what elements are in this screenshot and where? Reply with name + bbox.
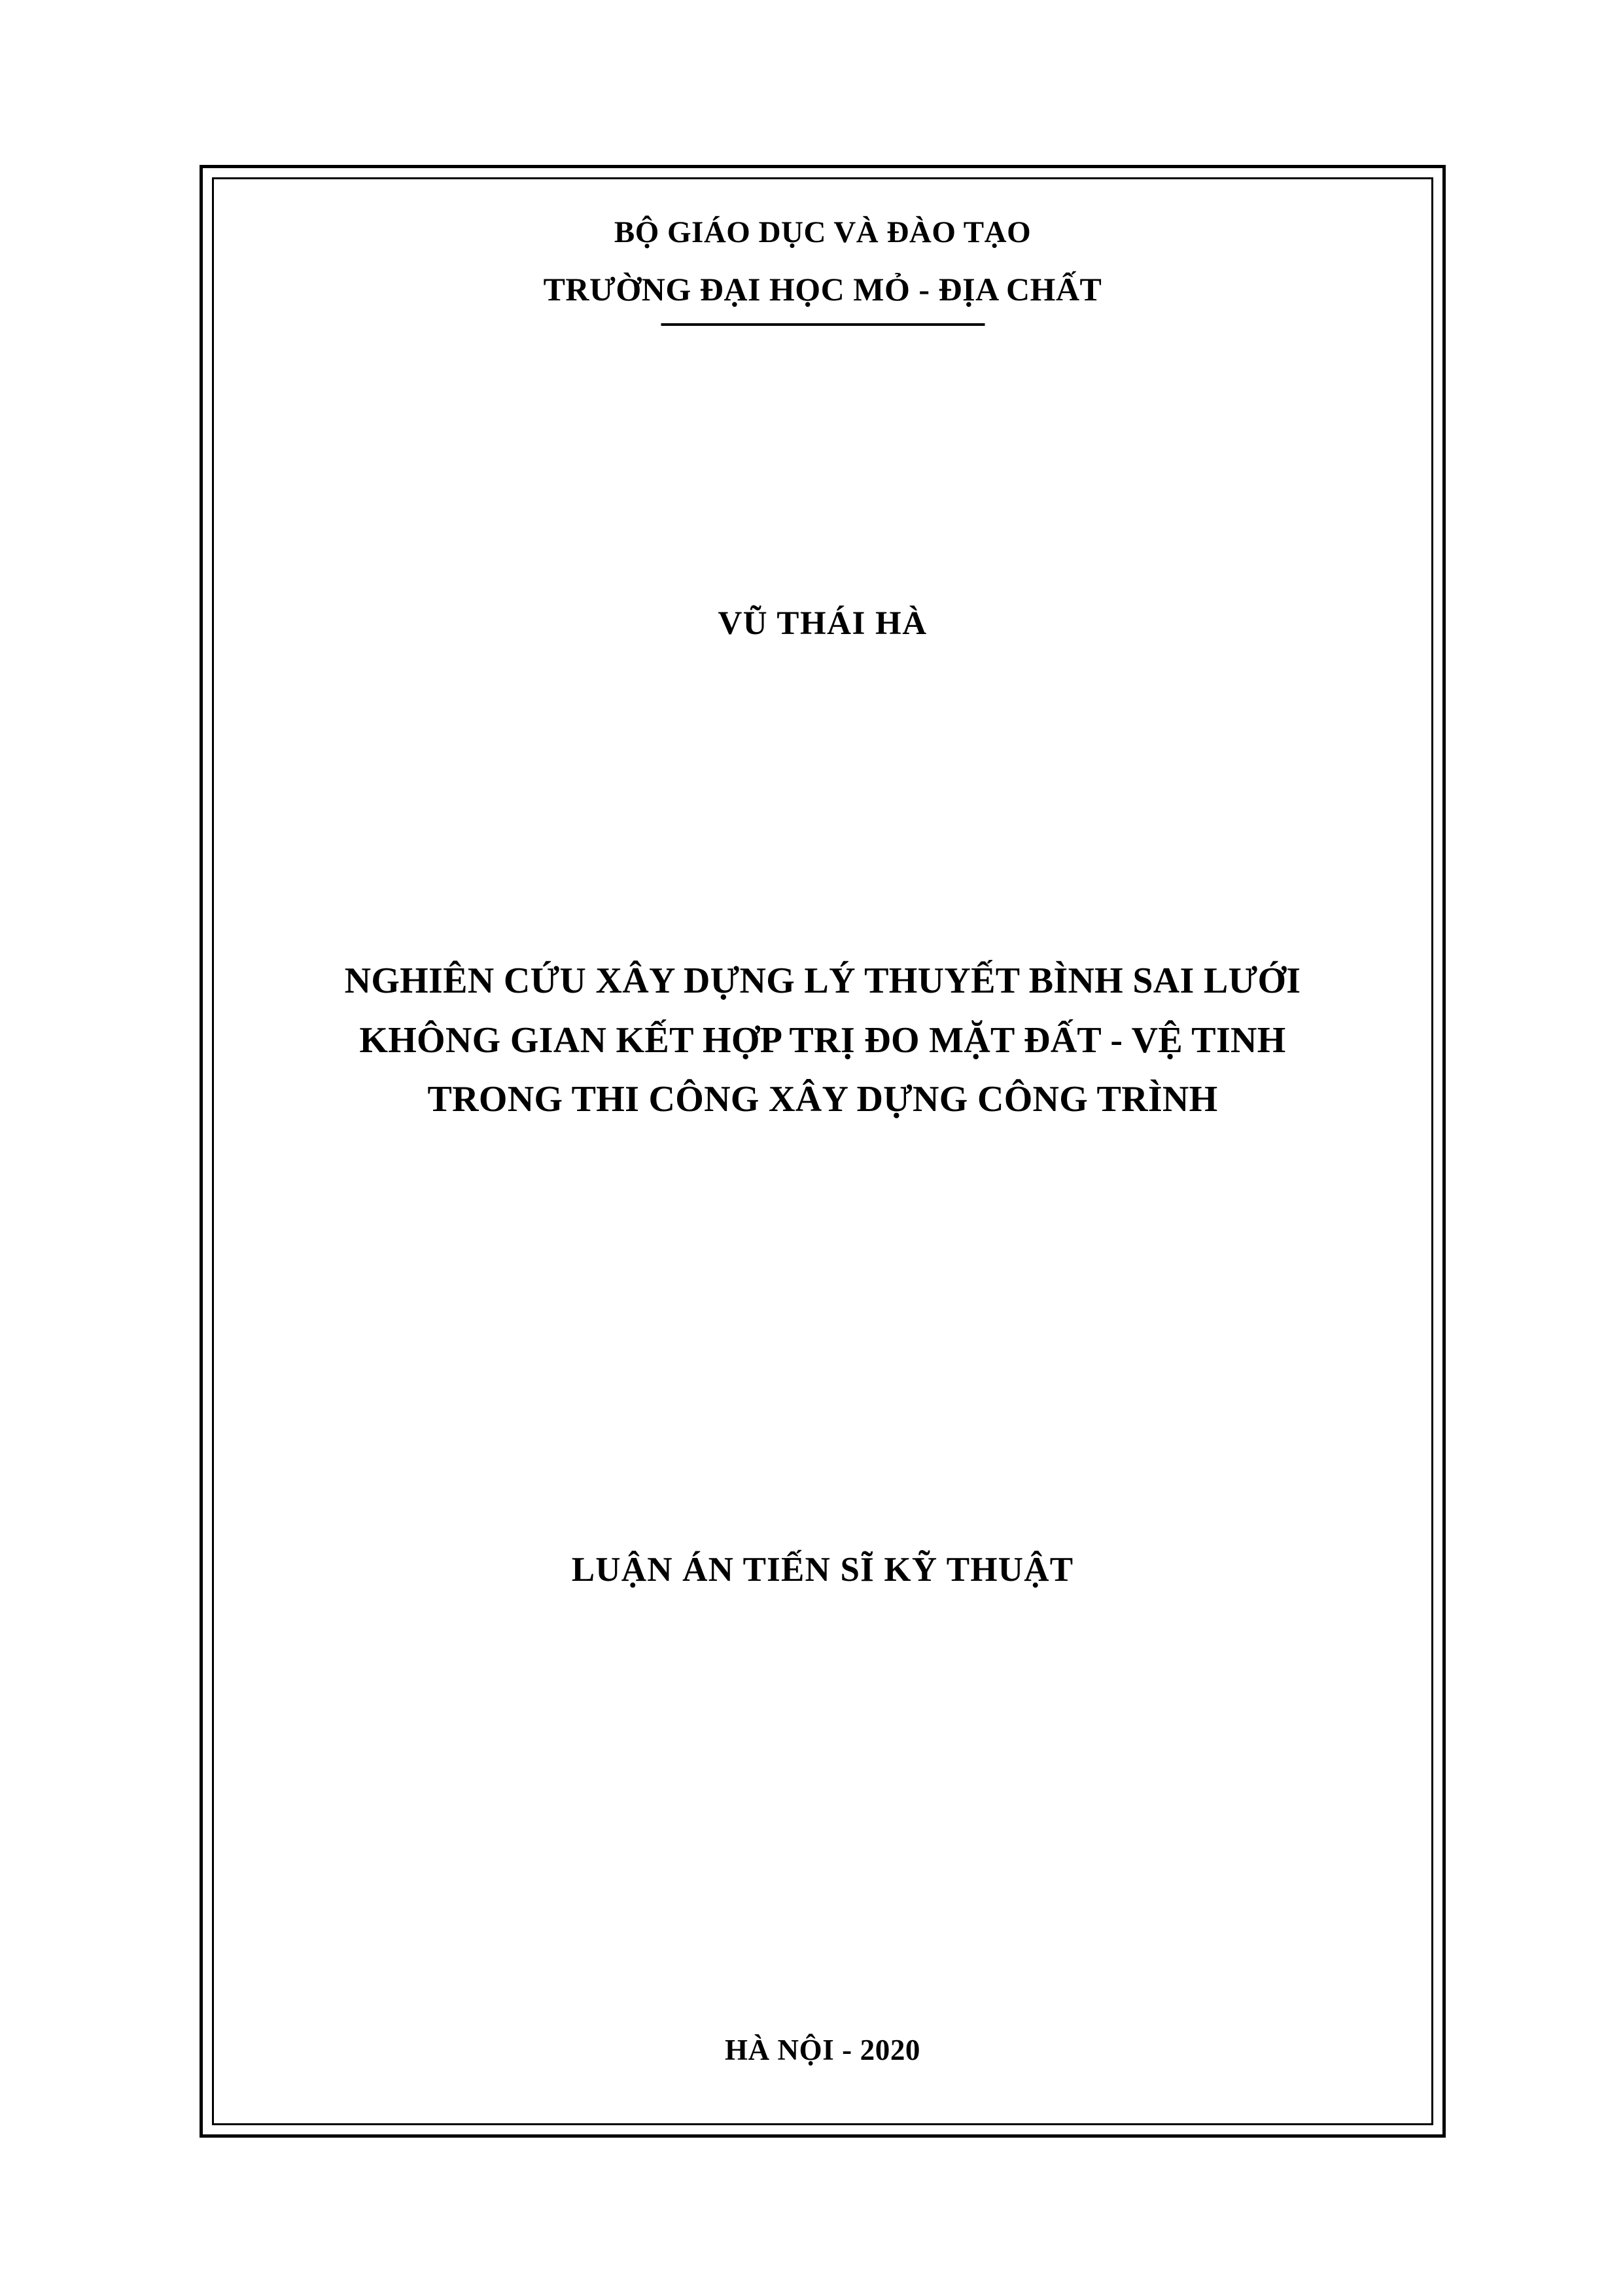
- place-and-year: HÀ NỘI - 2020: [724, 2034, 921, 2066]
- heading-divider: [661, 323, 985, 326]
- title-page-content: [214, 179, 1431, 2123]
- degree-label: LUẬN ÁN TIẾN SĨ KỸ THUẬT: [571, 1551, 1074, 1589]
- ministry-heading: BỘ GIÁO DỤC VÀ ĐÀO TẠO: [614, 215, 1032, 249]
- thesis-title-line: TRONG THI CÔNG XÂY DỰNG CÔNG TRÌNH: [427, 1079, 1218, 1120]
- page-border-outer: [200, 165, 1446, 2138]
- thesis-title: [214, 951, 1431, 1129]
- author-name: VŨ THÁI HÀ: [718, 605, 928, 642]
- university-heading: TRƯỜNG ĐẠI HỌC MỎ - ĐỊA CHẤT: [543, 271, 1102, 308]
- thesis-title-line: KHÔNG GIAN KẾT HỢP TRỊ ĐO MẶT ĐẤT - VỆ TINH: [359, 1019, 1286, 1061]
- thesis-title-line: NGHIÊN CỨU XÂY DỰNG LÝ THUYẾT BÌNH SAI LƯỚI: [344, 961, 1301, 1001]
- page-border-inner: [212, 177, 1433, 2125]
